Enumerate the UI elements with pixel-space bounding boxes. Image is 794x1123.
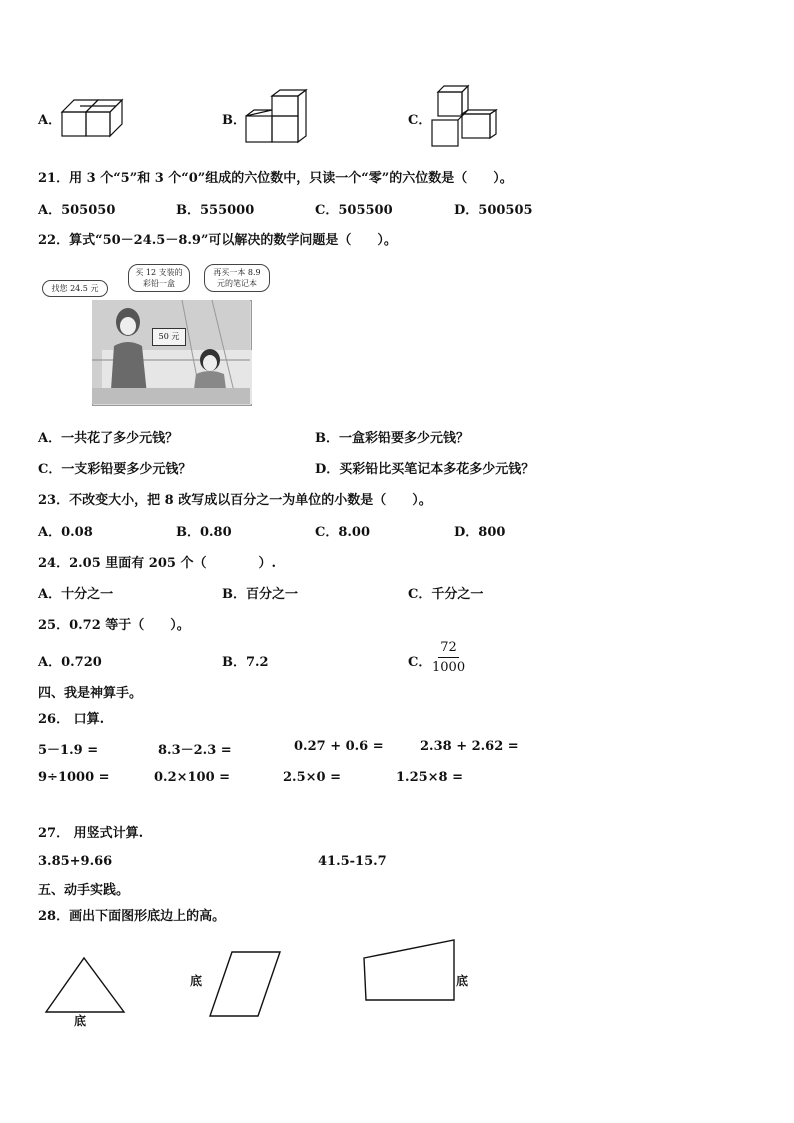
q22-option-a[interactable]: A．一共花了多少元钱？ bbox=[38, 431, 179, 446]
cube-figure-c bbox=[430, 84, 498, 150]
q21-option-d[interactable]: D．500505 bbox=[454, 203, 533, 218]
q25-option-c[interactable]: C． bbox=[408, 655, 432, 670]
trapezoid-base-label: 底 bbox=[456, 974, 469, 988]
shop-illustration bbox=[40, 262, 290, 407]
money-sign: 50 元 bbox=[152, 328, 186, 346]
q23-option-b[interactable]: B．0.80 bbox=[176, 525, 232, 540]
q24-option-c[interactable]: C．千分之一 bbox=[408, 587, 484, 602]
question-28-text: 28．画出下面图形底边上的高。 bbox=[38, 909, 226, 924]
option-c-label: C． bbox=[408, 113, 432, 128]
q21-option-b[interactable]: B．555000 bbox=[176, 203, 255, 218]
speech-bubble-buy-notebook: 再买一本 8.9 元的笔记本 bbox=[204, 264, 270, 292]
q24-option-a[interactable]: A．十分之一 bbox=[38, 587, 114, 602]
mental-calc-4: 2.38 + 2.62 = bbox=[420, 739, 519, 754]
q24-option-b[interactable]: B．百分之一 bbox=[222, 587, 298, 602]
q23-option-d[interactable]: D．800 bbox=[454, 525, 506, 540]
q22-option-b[interactable]: B．一盒彩铅要多少元钱？ bbox=[315, 431, 469, 446]
option-a-label: A． bbox=[38, 113, 62, 128]
scene-drawing bbox=[92, 300, 250, 404]
question-26-text: 26． 口算. bbox=[38, 712, 105, 727]
mental-calc-3: 0.27 + 0.6 = bbox=[294, 739, 384, 754]
parallelogram-figure bbox=[206, 948, 286, 1020]
option-b-label: B． bbox=[222, 113, 246, 128]
triangle-base-label: 底 bbox=[74, 1014, 87, 1028]
mental-calc-8: 1.25×8 = bbox=[396, 770, 464, 785]
mental-calc-7: 2.5×0 = bbox=[283, 770, 341, 785]
q22-option-c[interactable]: C．一支彩铅要多少元钱？ bbox=[38, 462, 192, 477]
q23-option-c[interactable]: C．8.00 bbox=[315, 525, 371, 540]
speech-bubble-change: 找您 24.5 元 bbox=[42, 280, 108, 297]
q23-option-a[interactable]: A．0.08 bbox=[38, 525, 93, 540]
fraction-numerator: 72 bbox=[438, 640, 459, 658]
question-23-text: 23．不改变大小，把 8 改写成以百分之一为单位的小数是（ ）。 bbox=[38, 493, 432, 508]
q22-option-d[interactable]: D．买彩铅比买笔记本多花多少元钱？ bbox=[315, 462, 535, 477]
q21-option-c[interactable]: C．505500 bbox=[315, 203, 393, 218]
cube-figure-a bbox=[60, 96, 130, 140]
question-24-text: 24．2.05 里面有 205 个（ ）. bbox=[38, 556, 276, 571]
column-calc-1: 3.85+9.66 bbox=[38, 854, 113, 869]
question-21-text: 21．用 3 个“5”和 3 个“0”组成的六位数中，只读一个“零”的六位数是（ ）。 bbox=[38, 171, 513, 186]
fraction-denominator: 1000 bbox=[432, 660, 466, 675]
mental-calc-5: 9÷1000 = bbox=[38, 770, 110, 785]
triangle-figure bbox=[40, 955, 130, 1015]
q25-option-c-fraction bbox=[432, 640, 465, 675]
parallelogram-base-label: 底 bbox=[190, 974, 203, 988]
speech-bubble-buy-pencils: 买 12 支装的彩铅一盒 bbox=[128, 264, 190, 292]
q25-option-b[interactable]: B．7.2 bbox=[222, 655, 269, 670]
question-27-text: 27． 用竖式计算. bbox=[38, 826, 144, 841]
section-5-heading: 五、动手实践。 bbox=[38, 883, 130, 898]
question-25-text: 25．0.72 等于（ ）。 bbox=[38, 618, 190, 633]
mental-calc-2: 8.3－2.3 = bbox=[158, 743, 232, 758]
section-4-heading: 四、我是神算手。 bbox=[38, 686, 143, 701]
question-22-text: 22．算式“50－24.5－8.9”可以解决的数学问题是（ ）。 bbox=[38, 233, 397, 248]
mental-calc-6: 0.2×100 = bbox=[154, 770, 231, 785]
mental-calc-1: 5－1.9 = bbox=[38, 743, 99, 758]
q25-option-a[interactable]: A．0.720 bbox=[38, 655, 102, 670]
trapezoid-figure bbox=[362, 936, 458, 1004]
column-calc-2: 41.5-15.7 bbox=[318, 854, 387, 869]
q21-option-a[interactable]: A．505050 bbox=[38, 203, 116, 218]
cube-figure-b bbox=[244, 88, 308, 148]
